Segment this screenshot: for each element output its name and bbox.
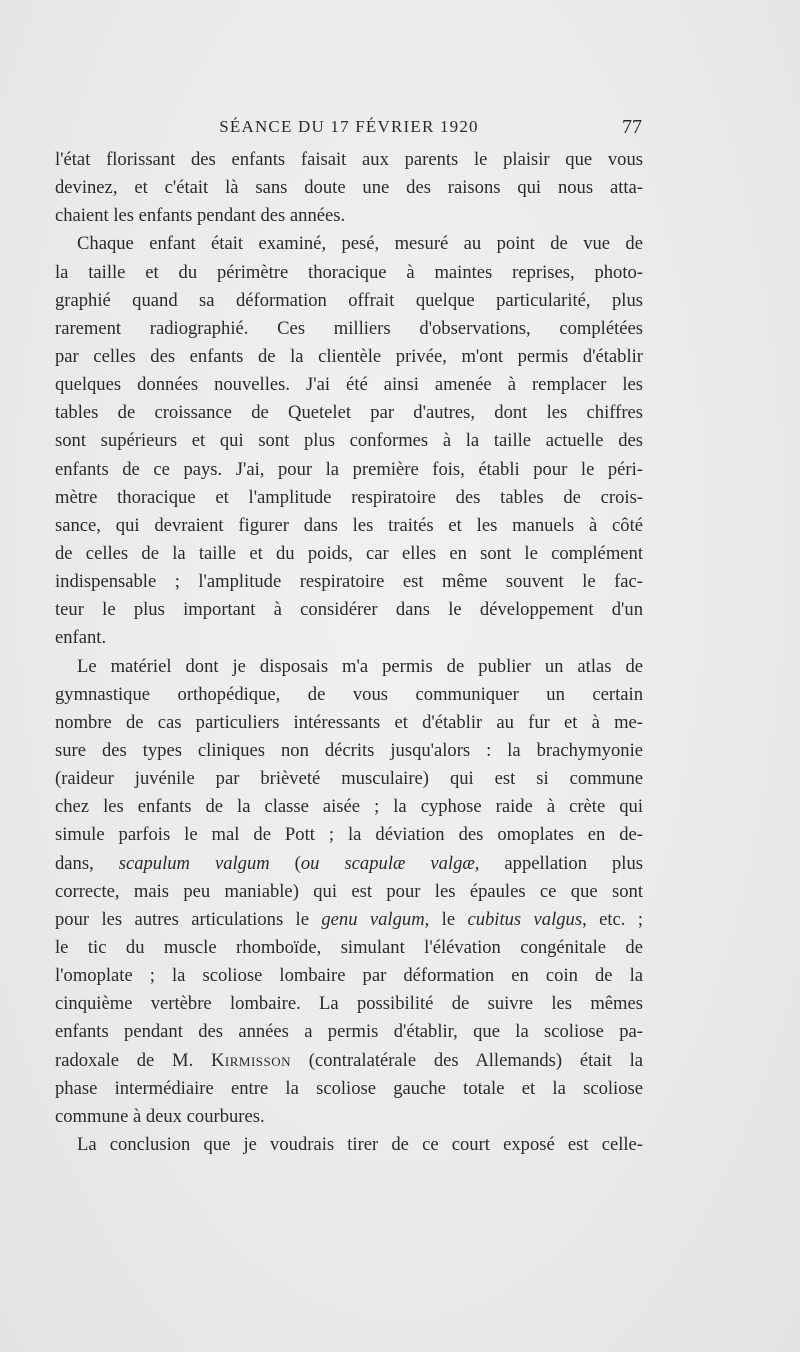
text-run: ( <box>269 852 301 874</box>
text-line: enfants de ce pays. J'ai, pour la première fois, établi pour le péri- <box>55 458 643 480</box>
italic-term: ou scapulæ valgæ, <box>300 852 480 874</box>
text-line: indispensable ; l'amplitude respiratoire est même souvent le fac- <box>55 571 643 593</box>
text-run: pour les autres articulations le <box>55 908 322 930</box>
text-line: mètre thoracique et l'amplitude respiratoire des tables de crois- <box>55 486 643 508</box>
text-line: simule parfois le mal de Pott ; la déviation des omoplates en de- <box>55 824 643 846</box>
text-run: , etc. ; <box>582 908 643 930</box>
paragraph-1 <box>55 146 643 230</box>
text-run: appellation plus <box>479 852 643 874</box>
text-line: devinez, et c'était là sans doute une des raisons qui nous atta- <box>55 177 643 199</box>
text-line: Le matériel dont je disposais m'a permis de publier un atlas de <box>77 655 643 677</box>
author-name: Kirmisson <box>210 1049 292 1071</box>
body-text <box>55 146 643 1159</box>
text-line: le tic du muscle rhomboïde, simulant l'élévation congénitale de <box>55 936 643 958</box>
text-line: correcte, mais peu maniable) qui est pour les épaules ce que sont <box>55 880 643 902</box>
text-line <box>55 906 643 934</box>
italic-term: genu valgum <box>321 908 425 930</box>
text-line: Chaque enfant était examiné, pesé, mesuré au point de vue de <box>77 233 643 255</box>
text-line: enfant. <box>55 627 107 649</box>
text-line: sure des types cliniques non décrits jusqu'alors : la brachymyonie <box>55 739 643 761</box>
text-run: (contralatérale des Allemands) était la <box>291 1049 643 1071</box>
text-line: chez les enfants de la classe aisée ; la cyphose raide à crète qui <box>55 796 643 818</box>
text-line: cinquième vertèbre lombaire. La possibilité de suivre les mêmes <box>55 993 643 1015</box>
text-line: sance, qui devraient figurer dans les traités et les manuels à côté <box>55 514 643 536</box>
paragraph-3 <box>55 653 643 1131</box>
text-line: commune à deux courbures. <box>55 1105 265 1127</box>
text-line: l'omoplate ; la scoliose lombaire par déformation en coin de la <box>55 965 643 987</box>
text-line: phase intermédiaire entre la scoliose gauche totale et la scoliose <box>55 1077 643 1099</box>
text-line: par celles des enfants de la clientèle privée, m'ont permis d'établir <box>55 345 643 367</box>
text-line <box>55 1047 643 1075</box>
text-run: dans, <box>55 852 119 874</box>
running-head <box>56 112 642 142</box>
text-line: de celles de la taille et du poids, car elles en sont le complément <box>55 542 643 564</box>
text-line <box>55 850 643 878</box>
text-line: sont supérieurs et qui sont plus conformes à la taille actuelle des <box>55 430 643 452</box>
text-run: radoxale de M. <box>55 1049 211 1071</box>
text-run: , le <box>424 908 468 930</box>
text-line: (raideur juvénile par brièveté musculaire) qui est si commune <box>55 768 643 790</box>
text-line: l'état florissant des enfants faisait aux parents le plaisir que vous <box>55 149 643 170</box>
text-line: chaient les enfants pendant des années. <box>55 205 346 227</box>
text-line: enfants pendant des années a permis d'établir, que la scoliose pa- <box>55 1021 643 1043</box>
paragraph-4 <box>55 1131 643 1159</box>
text-line: quelques données nouvelles. J'ai été ainsi amenée à remplacer les <box>55 374 643 396</box>
italic-term: cubitus valgus <box>467 908 583 930</box>
page-number: 77 <box>622 116 642 138</box>
text-line: la taille et du périmètre thoracique à maintes reprises, photo- <box>55 261 643 283</box>
text-line: tables de croissance de Quetelet par d'autres, dont les chiffres <box>55 402 643 424</box>
running-title: SÉANCE DU 17 FÉVRIER 1920 <box>219 117 479 136</box>
text-line: La conclusion que je voudrais tirer de ce court exposé est celle- <box>77 1133 643 1155</box>
text-line: nombre de cas particuliers intéressants et d'établir au fur et à me- <box>55 711 643 733</box>
paragraph-2 <box>55 230 643 652</box>
text-line: teur le plus important à considérer dans le développement d'un <box>55 599 643 621</box>
text-line: gymnastique orthopédique, de vous communiquer un certain <box>55 683 643 705</box>
text-line: rarement radiographié. Ces milliers d'observations, complétées <box>55 317 643 339</box>
text-line: graphié quand sa déformation offrait quelque particularité, plus <box>55 289 643 311</box>
italic-term: scapulum valgum <box>118 852 270 874</box>
